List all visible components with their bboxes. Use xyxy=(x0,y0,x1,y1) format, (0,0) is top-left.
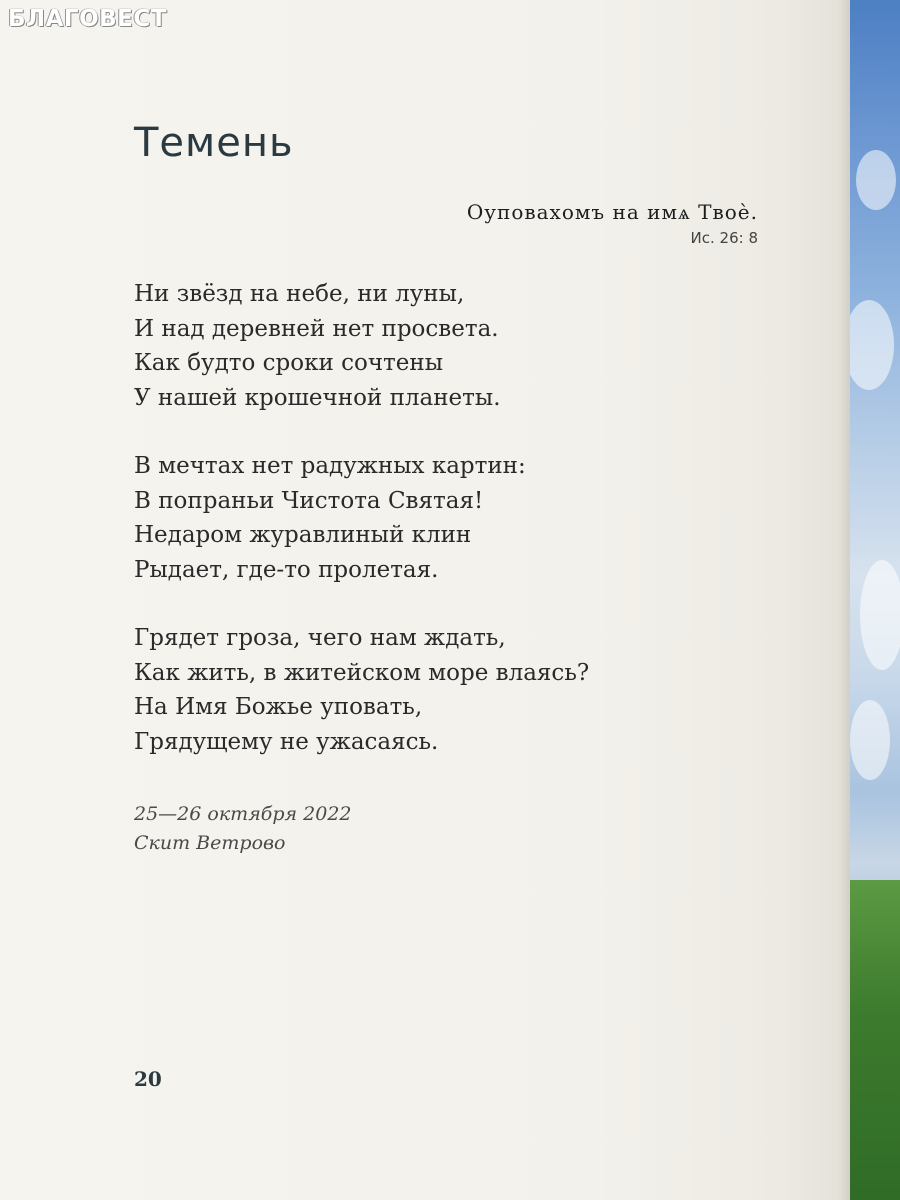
poem-line: В мечтах нет радужных картин: xyxy=(134,453,526,479)
page-number: 20 xyxy=(134,1067,162,1091)
poem-body xyxy=(134,277,589,793)
poem-title: Темень xyxy=(134,120,294,166)
cloud-shape xyxy=(856,150,896,210)
stanza xyxy=(134,449,589,587)
stanza xyxy=(134,277,589,415)
stanza xyxy=(134,621,589,759)
watermark-logo: БЛАГОВЕСТ xyxy=(8,6,167,32)
poem-line: Недаром журавлиный клин xyxy=(134,522,472,548)
poem-line: Как жить, в житейском море влаясь? xyxy=(134,659,590,686)
poem-line: Грядущему не ужасаясь. xyxy=(134,728,439,755)
cloud-shape xyxy=(850,300,894,390)
poem-line: На Имя Божье уповать, xyxy=(134,694,423,720)
green-hill xyxy=(850,880,900,1200)
dateline xyxy=(134,800,352,858)
page-edge-shadow xyxy=(838,0,850,1200)
poem-line: В попраньи Чистота Святая! xyxy=(134,487,484,514)
place-text: Скит Ветрово xyxy=(134,832,286,854)
poem-line: Грядет гроза, чего нам ждать, xyxy=(134,625,506,651)
poem-line: Как будто сроки сочтены xyxy=(134,350,443,376)
poem-line: Рыдает, где-то пролетая. xyxy=(134,556,439,583)
facing-page-illustration xyxy=(850,0,900,1200)
epigraph xyxy=(467,200,758,247)
epigraph-text: Оуповахомъ на имѧ Твоѐ. xyxy=(466,200,758,224)
poem-line: Ни звёзд на небе, ни луны, xyxy=(134,281,465,307)
cloud-shape xyxy=(850,700,890,780)
poem-line: И над деревней нет просвета. xyxy=(134,315,499,342)
date-text: 25—26 октября 2022 xyxy=(134,803,352,825)
poem-line: У нашей крошечной планеты. xyxy=(134,384,501,411)
cloud-shape xyxy=(860,560,900,670)
epigraph-reference: Ис. 26: 8 xyxy=(690,229,758,247)
